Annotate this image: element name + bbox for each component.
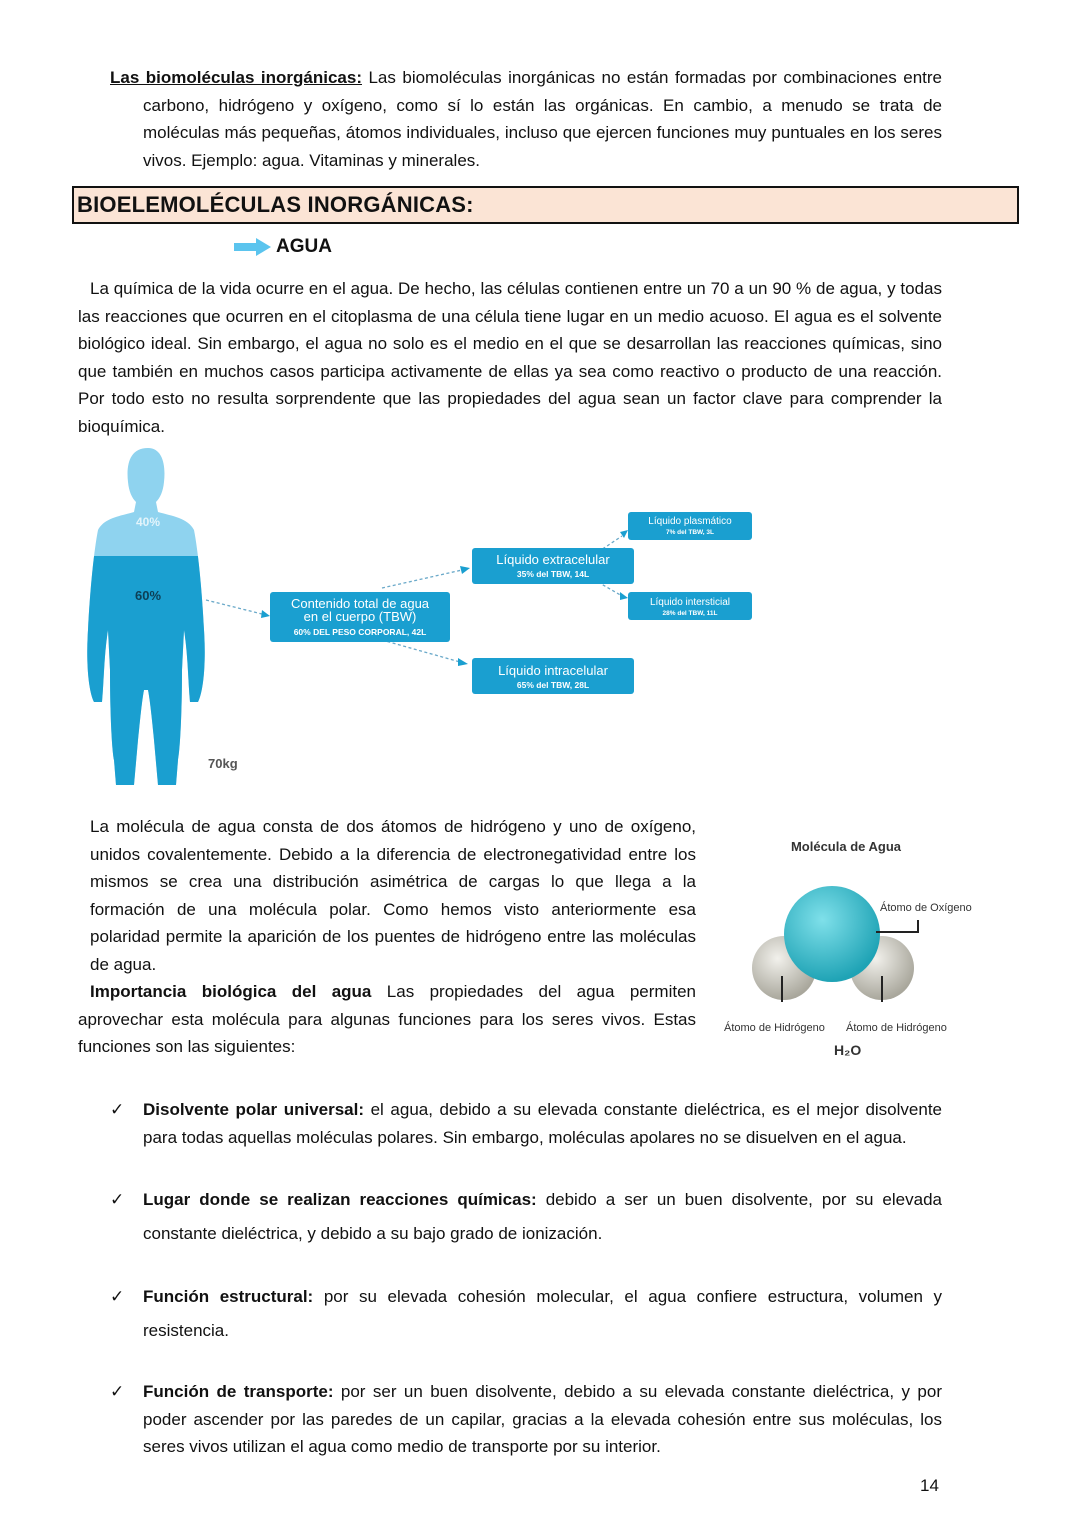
bullet-item: [110, 1183, 942, 1251]
total-line3: 60% DEL PESO CORPORAL, 42L: [293, 627, 427, 637]
bullet-item: [110, 1378, 942, 1461]
bullet-term: Lugar donde se realizan reacciones químicas:: [143, 1190, 537, 1209]
extracelular-sub: 35% del TBW, 14L: [516, 569, 590, 579]
plasmatico-title: Líquido plasmático: [648, 516, 732, 527]
weight-label: 70kg: [208, 756, 238, 771]
intro-term: Las biomoléculas inorgánicas:: [110, 68, 362, 87]
total-line2: en el cuerpo (TBW): [303, 609, 417, 624]
total-line1: Contenido total de agua: [290, 596, 430, 611]
oxygen-atom: [784, 886, 880, 982]
water-molecule-diagram: [716, 828, 986, 1068]
intersticial-title: Líquido intersticial: [649, 597, 731, 608]
intracelular-title: Líquido intracelular: [498, 663, 608, 678]
bullet-text: debido a ser un buen disolvente, por su elevada constante dieléctrica, y debido a su bajo grado de ionización.: [143, 1190, 942, 1243]
top-percent-label: 40%: [135, 515, 161, 529]
check-icon: ✓: [110, 1382, 125, 1401]
molecule-title: Molécula de Agua: [790, 839, 902, 854]
arrow-right-icon: [234, 237, 272, 257]
importancia-paragraph: [78, 978, 696, 1061]
check-icon: ✓: [110, 1287, 125, 1306]
formula-label: H₂O: [834, 1042, 862, 1058]
bullet-text: por su elevada cohesión molecular, el agua confiere estructura, volumen y resistencia.: [143, 1287, 942, 1340]
bullet-text: por ser un buen disolvente, debido a su elevada constante dieléctrica, y por poder ascender por las paredes de un capilar, gracias a la elevada cohesión entre sus moléculas, los seres vivos utilizan el agua como medio de transporte por su interior.: [143, 1382, 942, 1456]
intro-text: Las biomoléculas inorgánicas no están formadas por combinaciones entre carbono, hidrógeno y oxígeno, como sí lo están las orgánicas. En cambio, a menudo se trata de moléculas más pequeñas, átomos individuales, incluso que ejercen funciones muy puntuales en los seres vivos. Ejemplo: agua. Vitaminas y minerales.: [143, 68, 942, 170]
h-left-label: Átomo de Hidrógeno: [724, 1022, 825, 1034]
paragraph-2: La molécula de agua consta de dos átomos de hidrógeno y uno de oxígeno, unidos covalentemente. Debido a la diferencia de electronegatividad entre los mismos se crea una distribución asimétrica de cargas lo que llega a la formación de una molécula polar. Como hemos visto anteriormente esa polaridad permite la aparición de los puentes de hidrógeno entre las moléculas de agua.: [90, 817, 696, 974]
intro-paragraph: [110, 64, 942, 174]
oxygen-label: Átomo de Oxígeno: [880, 902, 972, 914]
agua-heading: AGUA: [276, 236, 332, 257]
intersticial-sub: 28% del TBW, 11L: [662, 610, 718, 617]
extracelular-title: Líquido extracelular: [496, 552, 610, 567]
bullet-item: [110, 1096, 942, 1151]
bullet-term: Función estructural:: [143, 1287, 314, 1306]
section-heading-box: [72, 186, 1019, 224]
bullet-term: Función de transporte:: [143, 1382, 334, 1401]
human-silhouette: [82, 440, 222, 796]
check-icon: ✓: [110, 1100, 125, 1119]
h-right-label: Átomo de Hidrógeno: [846, 1022, 947, 1034]
importancia-term: Importancia biológica del agua: [90, 982, 372, 1001]
paragraph-1: La química de la vida ocurre en el agua. De hecho, las células contienen entre un 70 a un 90 % de agua, y todas las reacciones que ocurren en el citoplasma de una célula tiene lugar en un medio acuoso. El agua es el solvente biológico ideal. Sin embargo, el agua no solo es el medio en el que se desarrollan las reacciones químicas, sino que también en muchos casos participa activamente de ellas ya sea como reactivo o producto de una reacción. Por todo esto no resulta sorprendente que las propiedades del agua sean un factor clave para comprender la bioquímica.: [78, 279, 942, 436]
section-title: BIOELEMOLÉCULAS INORGÁNICAS:: [77, 192, 474, 217]
plasmatico-sub: 7% del TBW, 3L: [665, 529, 715, 536]
bullet-term: Disolvente polar universal:: [143, 1100, 365, 1119]
body-water-diagram: [82, 440, 782, 800]
bullet-text: el agua, debido a su elevada constante dieléctrica, es el mejor disolvente para todas aquellas moléculas polares. Sin embargo, moléculas apolares no se disuelven en el agua.: [143, 1100, 942, 1147]
intracelular-sub: 65% del TBW, 28L: [516, 680, 590, 690]
importancia-text: Las propiedades del agua permiten aprovechar esta molécula para algunas funciones para los seres vivos. Estas funciones son las siguientes:: [78, 982, 696, 1056]
check-icon: ✓: [110, 1190, 125, 1209]
page-number: 14: [920, 1476, 939, 1495]
bottom-percent-label: 60%: [134, 588, 162, 603]
oxygen-pointer: [876, 920, 918, 932]
bullet-item: [110, 1280, 942, 1348]
